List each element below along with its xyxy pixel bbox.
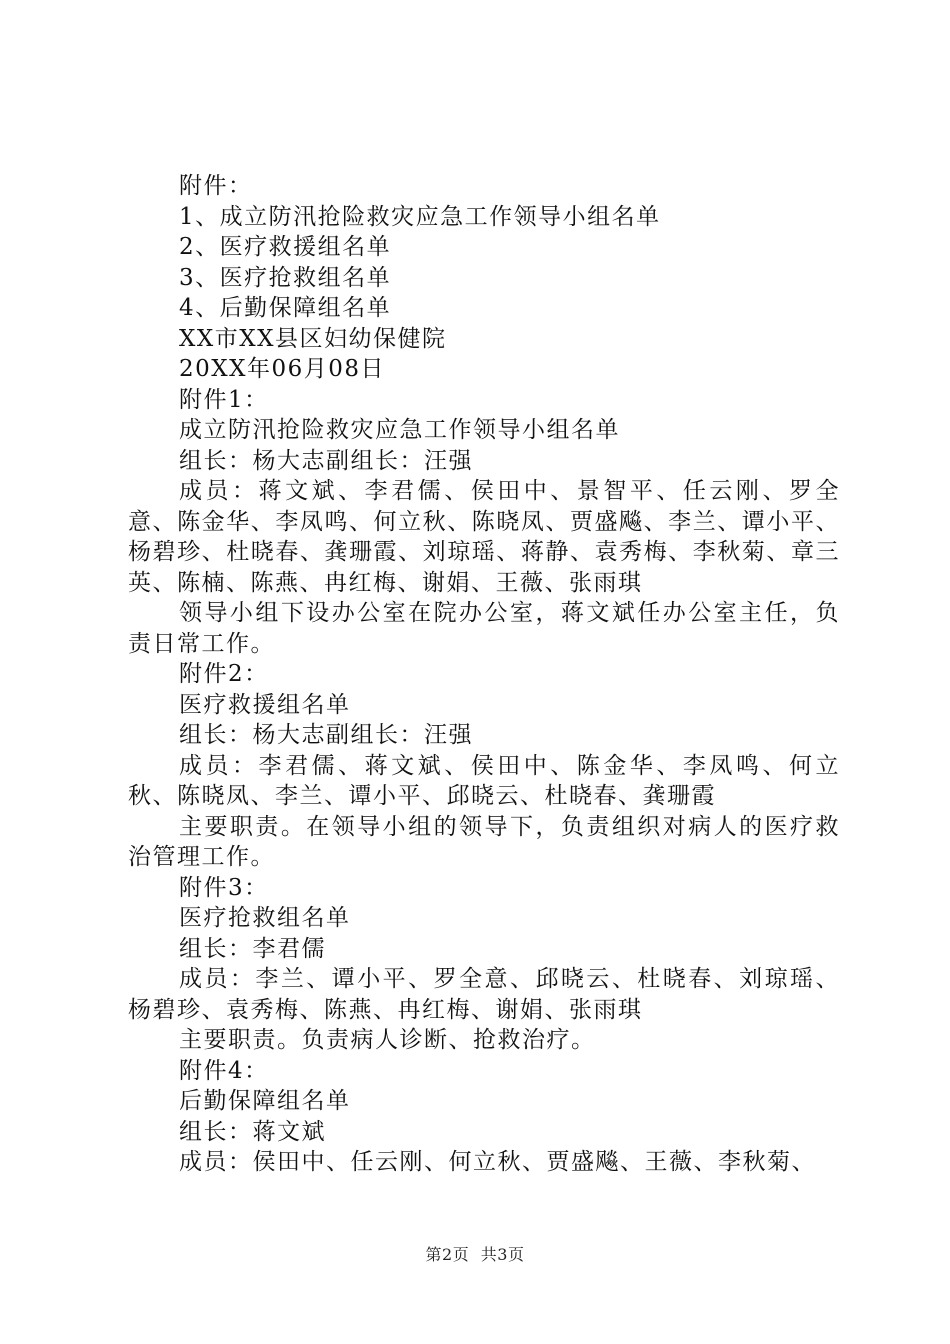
paragraph-annex-3-members: 成员：李兰、谭小平、罗全意、邱晓云、杜晓春、刘琼瑶、杨碧珍、袁秀梅、陈燕、冉红梅、谢娟、张雨琪 — [128, 966, 840, 1023]
paragraph-attachment-1: 1、成立防汛抢险救灾应急工作领导小组名单 — [179, 203, 661, 230]
paragraph-annex-3-title: 医疗抢救组名单 — [179, 905, 351, 931]
page-footer — [0, 1242, 950, 1265]
paragraph-annex-4-title: 后勤保障组名单 — [179, 1088, 351, 1114]
paragraph-annex-1-members: 成员：蒋文斌、李君儒、侯田中、景智平、任云刚、罗全意、陈金华、李凤鸣、何立秋、陈晓凤、贾盛飚、李兰、谭小平、杨碧珍、杜晓春、龚珊霞、刘琼瑶、蒋静、袁秀梅、李秋菊、章三英、陈楠、陈燕、冉红梅、谢娟、王薇、张雨琪 — [128, 478, 840, 596]
paragraph-annex-2-title: 医疗救援组名单 — [179, 691, 351, 718]
paragraph-attachment-2: 2、医疗救援组名单 — [179, 234, 392, 260]
paragraph-annex-1-leaders: 组长：杨大志副组长：汪强 — [179, 447, 473, 474]
paragraph-annex-2-members: 成员：李君儒、蒋文斌、侯田中、陈金华、李凤鸣、何立秋、陈晓凤、李兰、谭小平、邱晓云、杜晓春、龚珊霞 — [128, 752, 840, 809]
paragraph-attachments-heading: 附件： — [179, 173, 253, 199]
paragraph-annex-3-duties: 主要职责。负责病人诊断、抢救治疗。 — [179, 1027, 596, 1053]
paragraph-annex-2-leaders: 组长：杨大志副组长：汪强 — [179, 722, 473, 748]
paragraph-annex-4-members: 成员：侯田中、任云刚、何立秋、贾盛飚、王薇、李秋菊、 — [179, 1149, 816, 1175]
paragraph-attachment-4: 4、后勤保障组名单 — [179, 295, 392, 321]
paragraph-annex-1-office: 领导小组下设办公室在院办公室，蒋文斌任办公室主任，负责日常工作。 — [128, 600, 840, 657]
paragraph-annex-2-label: 附件2： — [179, 661, 269, 687]
page-number: 第2页 — [425, 1245, 470, 1264]
paragraph-annex-3-label: 附件3： — [179, 874, 269, 901]
page-total: 共3页 — [480, 1245, 525, 1264]
paragraph-annex-1-title: 成立防汛抢险救灾应急工作领导小组名单 — [179, 417, 620, 443]
paragraph-annex-3-leader: 组长：李君儒 — [179, 935, 326, 962]
document-body — [128, 171, 840, 1178]
paragraph-annex-4-label: 附件4： — [179, 1057, 269, 1084]
paragraph-organization: XX市XX县区妇幼保健院 — [179, 325, 447, 352]
paragraph-annex-1-label: 附件1： — [179, 386, 269, 413]
paragraph-annex-2-duties: 主要职责。在领导小组的领导下，负责组织对病人的医疗救治管理工作。 — [128, 813, 840, 870]
paragraph-date: 20XX年06月08日 — [179, 356, 386, 382]
paragraph-attachment-3: 3、医疗抢救组名单 — [179, 264, 392, 291]
paragraph-annex-4-leader: 组长：蒋文斌 — [179, 1118, 326, 1145]
